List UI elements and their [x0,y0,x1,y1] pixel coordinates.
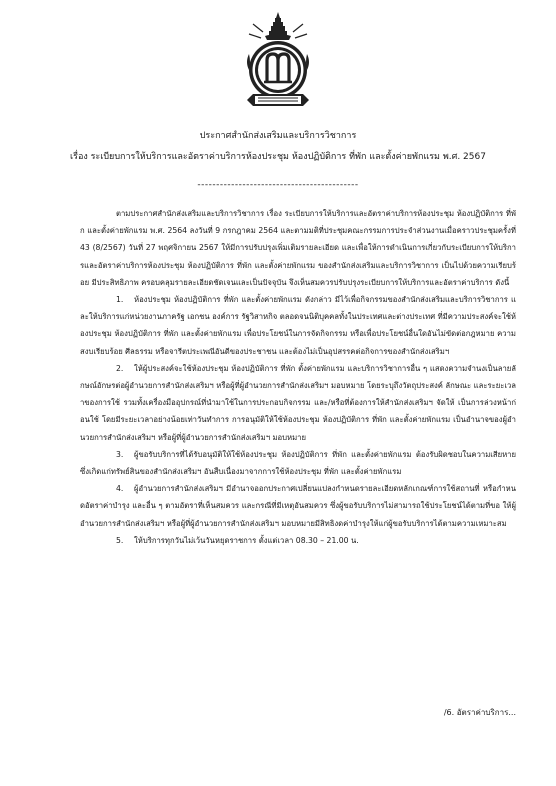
continuation-marker: /6. อัตราค่าบริการ... [443,708,516,717]
announcement-office-title: ประกาศสำนักส่งเสริมและบริการวิชาการ [199,131,357,141]
clause-text: ห้องประชุม ห้องปฏิบัติการ ที่พัก และตั้งค่ายพักแรม ดังกล่าว มีไว้เพื่อกิจกรรมของสำนักส่งเสริมและบริการวิชาการ และให้บริการแก่หน่วยงานภาครัฐ เอกชน องค์การ รัฐวิสาหกิจ ตลอดจนนิติบุคคลทั้งในประเทศและต่างประเทศ ที่มีความประสงค์จะใช้ห้องประชุม ห้องปฏิบัติการ ที่พัก และตั้งค่ายพักแรม เพื่อประโยชน์ในการจัดกิจกรรม หรือเพื่อประโยชน์อื่นใดอันไม่ขัดต่อกฎหมาย ความสงบเรียบร้อย ศีลธรรม หรือจารีตประเพณีอันดีของประชาชน และต้องไม่เป็นอุปสรรคต่อกิจการของสำนักส่งเสริมฯ [80,295,516,356]
preamble-paragraph: ตามประกาศสำนักส่งเสริมและบริการวิชาการ เรื่อง ระเบียบการให้บริการและอัตราค่าบริการห้องประชุม ห้องปฏิบัติการ ที่พัก และตั้งค่ายพักแรม พ.ศ. 2564 ลงวันที่ 9 กรกฎาคม 2564 และตามมติที่ประชุมคณะกรรมการประจำส่วนงานเมื่อคราวประชุมครั้งที่ 43 (8/2567) วันที่ 27 พฤศจิกายน 2567 ให้มีการปรับปรุงเพิ่มเติมรายละเอียด และเพื่อให้การดำเนินการเกี่ยวกับระเบียบการให้บริการและอัตราค่าบริการห้องประชุม ห้องปฏิบัติการ ที่พัก และตั้งค่ายพักแรม ของสำนักส่งเสริมและบริการวิชาการ เป็นไปด้วยความเรียบร้อย มีประสิทธิภาพ ครอบคลุมรายละเอียดชัดเจนและเป็นปัจจุบัน จึงเห็นสมควรปรับปรุงระเบียบการให้บริการและอัตราค่าบริการ ดังนี้ [80,209,516,287]
clause-number: 2. [116,363,124,373]
clause-text: ผู้ขอรับบริการที่ได้รับอนุมัติให้ใช้ห้องประชุม ห้องปฏิบัติการ ที่พัก และตั้งค่ายพักแรม ต้องรับผิดชอบในความเสียหาย ซึ่งเกิดแก่ทรัพย์สินของสำนักส่งเสริมฯ อันสืบเนื่องมาจากการใช้ห้องประชุม ที่พัก และตั้งค่ายพักแรม [80,449,516,477]
clause-5 [80,532,516,549]
clause-text: ให้ผู้ประสงค์จะใช้ห้องประชุม ห้องปฏิบัติการ ที่พัก ตั้งค่ายพักแรม และบริการวิชาการอื่น ๆ แสดงความจำนงเป็นลายลักษณ์อักษรต่อผู้อำนวยการสำนักส่งเสริมฯ หรือผู้ที่ผู้อำนวยการสำนักส่งเสริมฯ มอบหมาย โดยระบุถึงวัตถุประสงค์ ลักษณะ และระยะเวลาของการใช้ รวมทั้งเครื่องมืออุปกรณ์ที่นำมาใช้ในการประกอบกิจกรรม และ/หรือที่ต้องการให้สำนักส่งเสริมฯ จัดให้ เป็นการล่วงหน้าก่อนใช้ โดยมีระยะเวลาอย่างน้อยเท่าวันทำการ การอนุมัติให้ใช้ห้องประชุม ห้องปฏิบัติการ ที่พัก และตั้งค่ายพักแรม เป็นอำนาจของผู้อำนวยการสำนักส่งเสริมฯ หรือผู้ที่ผู้อำนวยการสำนักส่งเสริมฯ มอบหมาย [80,363,516,442]
clause-1 [80,291,516,360]
title-divider: ------------------------------------------- [197,180,359,190]
clause-number: 1. [116,295,124,305]
clause-2 [80,360,516,446]
clause-number: 4. [116,484,124,494]
clause-number: 3. [116,449,124,459]
clause-text: ให้บริการทุกวันไม่เว้นวันหยุดราชการ ตั้งแต่เวลา 08.30 – 21.00 น. [134,535,359,545]
clause-number: 5. [116,535,124,545]
clause-text: ผู้อำนวยการสำนักส่งเสริมฯ มีอำนาจออกประกาศเปลี่ยนแปลงกำหนดรายละเอียดหลักเกณฑ์การใช้สถานที่ หรือกำหนดอัตราค่าบำรุง และอื่น ๆ ตามอัตราที่เห็นสมควร และกรณีที่มีเหตุอันสมควร ซึ่งผู้ขอรับบริการไม่สามารถใช้ประโยชน์ได้ตามที่ขอ ให้ผู้อำนวยการสำนักส่งเสริมฯ หรือผู้ที่ผู้อำนวยการสำนักส่งเสริมฯ มอบหมายมีสิทธิงดค่าบำรุงให้แก่ผู้ขอรับบริการได้ตามความเหมาะสม [80,484,516,528]
clause-4 [80,480,516,532]
announcement-body [80,205,516,549]
clause-3 [80,446,516,480]
university-crest-seal-icon [243,10,313,115]
announcement-subject: เรื่อง ระเบียบการให้บริการและอัตราค่าบริการห้องประชุม ห้องปฏิบัติการ ที่พัก และตั้งค่ายพักแรม พ.ศ. 2567 [70,152,486,162]
